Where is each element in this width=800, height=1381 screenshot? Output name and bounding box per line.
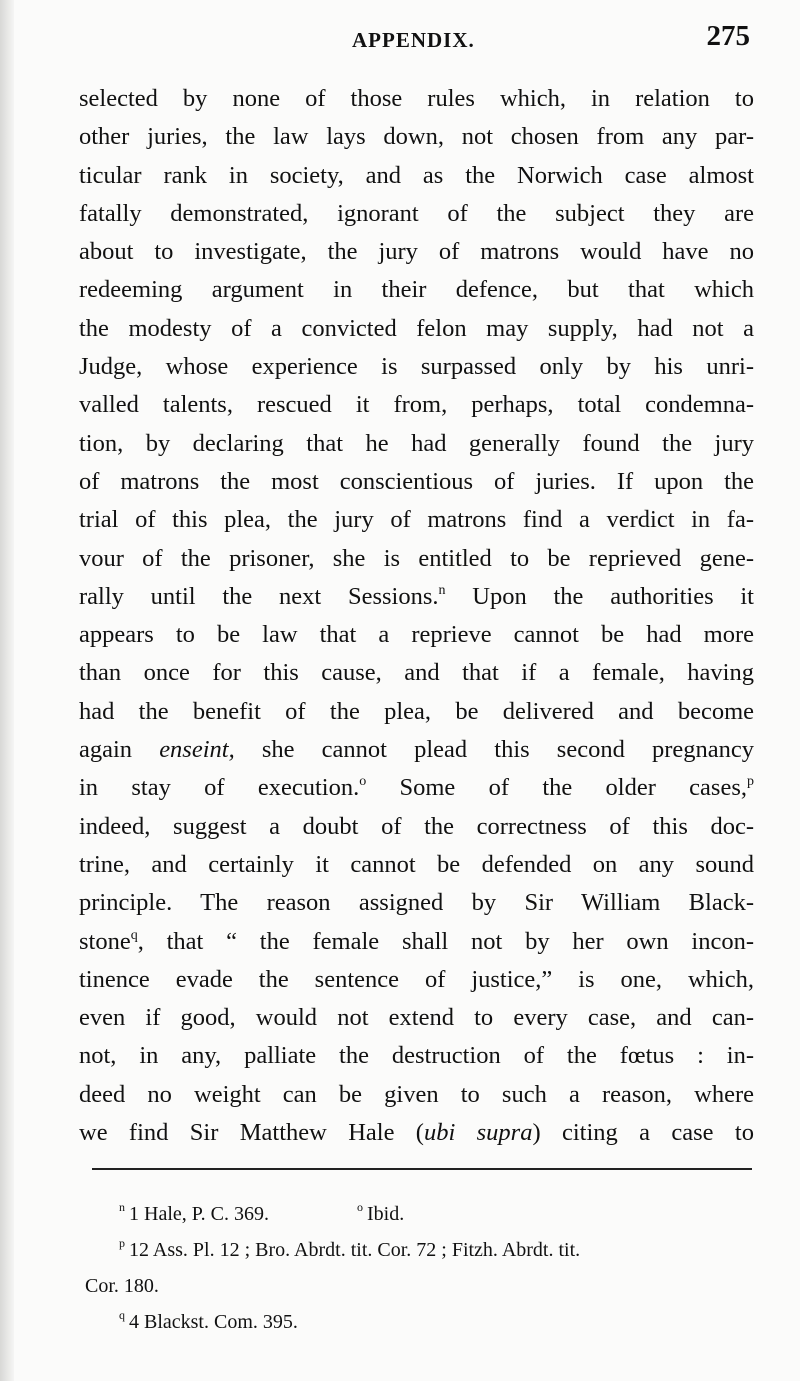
footnote-o-text: Ibid.: [367, 1203, 405, 1225]
text-line: not, in any, palliate the destruction of the fœtus : in-: [79, 1042, 754, 1070]
text-line: had the benefit of the plea, be delivered and become: [79, 697, 754, 725]
text-span: rally until the next Sessions.: [79, 582, 439, 610]
text-line: tinence evade the sentence of justice,” is one, which,: [79, 965, 754, 993]
text-line: of matrons the most conscientious of juries. If upon the: [79, 467, 754, 495]
footnote-mark-p: p: [119, 1236, 125, 1250]
footnote-q-text: 4 Blackst. Com. 395.: [129, 1311, 298, 1333]
text-span: ) citing a case to: [532, 1119, 754, 1147]
text-line: even if good, would not extend to every case, and can-: [79, 1004, 754, 1032]
footnote-n-text: 1 Hale, P. C. 369.: [129, 1203, 269, 1225]
text-line: trine, and certainly it cannot be defended on any sound: [79, 850, 754, 878]
footnote-p-text-cont: Cor. 180.: [85, 1275, 159, 1297]
footnote-line: [85, 1196, 755, 1232]
text-span: she cannot plead this second pregnancy: [234, 736, 754, 764]
text-line: fatally demonstrated, ignorant of the subject they are: [79, 199, 754, 227]
text-line: [79, 923, 754, 961]
text-line: vour of the prisoner, she is entitled to be reprieved gene-: [79, 544, 754, 572]
text-span: Some of the older cases,: [366, 774, 748, 802]
text-line: [79, 731, 754, 769]
text-line: than once for this cause, and that if a female, having: [79, 659, 754, 687]
body-text: [79, 80, 754, 1152]
footnote-ref-n: n: [438, 582, 446, 598]
text-line: other juries, the law lays down, not chosen from any par-: [79, 123, 754, 151]
text-span: again: [79, 736, 160, 764]
running-head: APPENDIX.: [352, 28, 475, 52]
text-line: about to investigate, the jury of matrons would have no: [79, 238, 754, 266]
text-span: stone: [79, 927, 131, 955]
italic-term: ubi supra: [423, 1119, 533, 1147]
text-line: the modesty of a convicted felon may supply, had not a: [79, 314, 754, 342]
footnote-line: [85, 1304, 755, 1340]
text-line: [79, 769, 754, 807]
text-line: deed no weight can be given to such a reason, where: [79, 1080, 754, 1108]
text-line: principle. The reason assigned by Sir William Black-: [79, 889, 754, 917]
footnote-mark-n: n: [119, 1200, 125, 1214]
text-line: Judge, whose experience is surpassed only by his unri-: [79, 353, 754, 381]
page-header: [0, 20, 800, 60]
text-line: tion, by declaring that he had generally found the jury: [79, 429, 754, 457]
footnote-ref-p: p: [747, 774, 755, 790]
text-line: [79, 578, 754, 616]
footnote-rule: [92, 1168, 752, 1170]
footnote-line: [85, 1268, 755, 1304]
text-span: we find Sir Matthew Hale (: [79, 1119, 424, 1147]
footnote-p-text: 12 Ass. Pl. 12 ; Bro. Abrdt. tit. Cor. 72 ; Fitzh. Abrdt. tit.: [129, 1239, 581, 1261]
page-gutter-shadow: [0, 0, 14, 1381]
italic-term: enseint,: [159, 736, 235, 764]
footnotes: [85, 1196, 755, 1340]
text-line: trial of this plea, the jury of matrons find a verdict in fa-: [79, 506, 754, 534]
text-line: valled talents, rescued it from, perhaps, total condemna-: [79, 391, 754, 419]
footnote-mark-q: q: [119, 1308, 125, 1322]
text-line: appears to be law that a reprieve cannot be had more: [79, 621, 754, 649]
text-line: indeed, suggest a doubt of the correctness of this doc-: [79, 812, 754, 840]
text-line: selected by none of those rules which, in relation to: [79, 85, 754, 112]
page-number: 275: [706, 20, 750, 52]
footnote-mark-o: o: [357, 1200, 363, 1214]
text-line: ticular rank in society, and as the Norwich case almost: [79, 161, 754, 189]
footnote-ref-q: q: [130, 927, 138, 943]
text-span: , that “ the female shall not by her own incon-: [137, 927, 754, 955]
text-line: redeeming argument in their defence, but that which: [79, 276, 754, 304]
text-span: Upon the authorities it: [445, 582, 754, 610]
text-line: [79, 1114, 754, 1152]
text-span: in stay of execution.: [79, 774, 360, 802]
footnote-line: [85, 1232, 755, 1268]
footnote-ref-o: o: [359, 774, 367, 790]
